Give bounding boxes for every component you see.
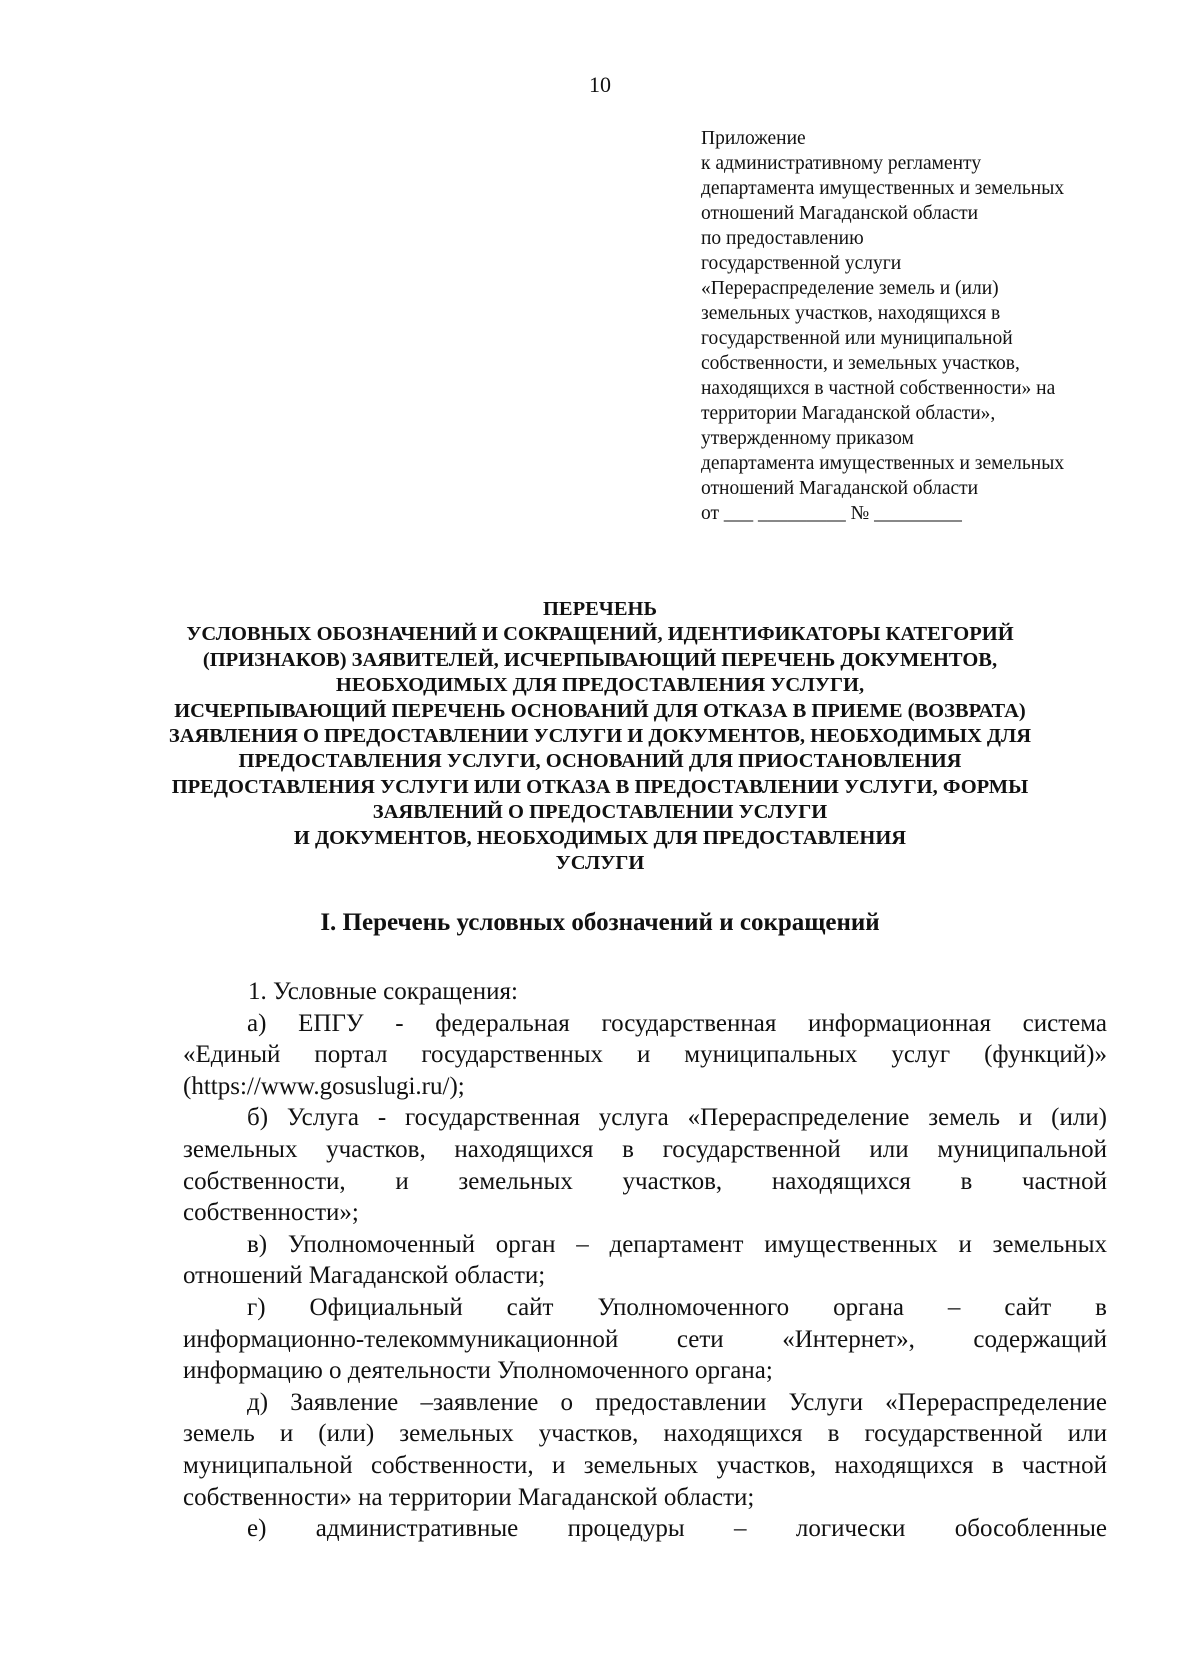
paragraph-v-line: отношений Магаданской области; — [183, 1262, 546, 1290]
paragraph-b-line: земельных участков, находящихся в государственной или муниципальной — [183, 1135, 1107, 1163]
paragraph-a-line: (https://www.gosuslugi.ru/); — [183, 1072, 465, 1100]
heading-line: ПРЕДОСТАВЛЕНИЯ УСЛУГИ ИЛИ ОТКАЗА В ПРЕДОСТАВЛЕНИИ УСЛУГИ, ФОРМЫ — [171, 775, 1029, 798]
body-text — [183, 976, 1107, 1545]
appendix-line: государственной или муниципальной — [701, 328, 1013, 349]
heading-line: ПЕРЕЧЕНЬ — [542, 598, 658, 620]
appendix-line: департамента имущественных и земельных — [701, 178, 1065, 199]
paragraph-a-line: а) ЕПГУ - федеральная государственная информационная система — [247, 1009, 1107, 1037]
paragraph-e-line: е) административные процедуры – логически обособленные — [247, 1515, 1107, 1543]
appendix-line: государственной услуги — [701, 253, 902, 274]
paragraph-b-line: б) Услуга - государственная услуга «Перераспределение земель и (или) — [247, 1104, 1107, 1132]
heading-line: УСЛУГИ — [555, 852, 645, 875]
appendix-line: Приложение — [701, 128, 806, 149]
appendix-line: находящихся в частной собственности» на — [701, 378, 1056, 399]
document-heading — [150, 597, 1050, 876]
paragraph-d-line: муниципальной собственности, и земельных участков, находящихся в частной — [183, 1451, 1107, 1479]
heading-line: ЗАЯВЛЕНИЯ О ПРЕДОСТАВЛЕНИИ УСЛУГИ И ДОКУМЕНТОВ, НЕОБХОДИМЫХ ДЛЯ — [168, 725, 1032, 748]
item-1-heading: 1. Условные сокращения: — [248, 978, 518, 1005]
paragraph-d-line: д) Заявление –заявление о предоставлении Услуги «Перераспределение — [247, 1388, 1107, 1416]
paragraph-d-line: земель и (или) земельных участков, находящихся в государственной или — [183, 1420, 1107, 1448]
appendix-line: отношений Магаданской области — [701, 203, 979, 224]
section-title: I. Перечень условных обозначений и сокращений — [320, 909, 880, 936]
heading-line: И ДОКУМЕНТОВ, НЕОБХОДИМЫХ ДЛЯ ПРЕДОСТАВЛЕНИЯ — [293, 826, 907, 849]
paragraph-v-line: в) Уполномоченный орган – департамент имущественных и земельных — [247, 1230, 1107, 1258]
paragraph-a-line: «Единый портал государственных и муниципальных услуг (функций)» — [183, 1041, 1107, 1069]
page-number: 10 — [589, 72, 611, 97]
heading-line: (ПРИЗНАКОВ) ЗАЯВИТЕЛЕЙ, ИСЧЕРПЫВАЮЩИЙ ПЕРЕЧЕНЬ ДОКУМЕНТОВ, — [202, 648, 998, 671]
paragraph-g-line: г) Официальный сайт Уполномоченного органа – сайт в — [247, 1293, 1107, 1321]
appendix-note — [701, 126, 1141, 526]
paragraph-g-line: информационно-телекоммуникационной сети «Интернет», содержащий — [183, 1325, 1107, 1353]
paragraph-g-line: информацию о деятельности Уполномоченного органа; — [183, 1357, 773, 1385]
appendix-line: утвержденному приказом — [701, 428, 914, 449]
paragraph-b-line: собственности»; — [183, 1199, 359, 1227]
heading-line: НЕОБХОДИМЫХ ДЛЯ ПРЕДОСТАВЛЕНИЯ УСЛУГИ, — [335, 674, 865, 697]
appendix-line: отношений Магаданской области — [701, 478, 979, 499]
appendix-line: департамента имущественных и земельных — [701, 453, 1065, 474]
appendix-line: территории Магаданской области», — [701, 403, 996, 424]
heading-line: ИСЧЕРПЫВАЮЩИЙ ПЕРЕЧЕНЬ ОСНОВАНИЙ ДЛЯ ОТКАЗА В ПРИЕМЕ (ВОЗВРАТА) — [174, 699, 1026, 722]
appendix-line: земельных участков, находящихся в — [701, 303, 1001, 324]
paragraph-b-line: собственности, и земельных участков, находящихся в частной — [183, 1167, 1107, 1195]
appendix-line: собственности, и земельных участков, — [701, 353, 1020, 374]
heading-line: ПРЕДОСТАВЛЕНИЯ УСЛУГИ, ОСНОВАНИЙ ДЛЯ ПРИОСТАНОВЛЕНИЯ — [238, 750, 962, 773]
paragraph-d-line: собственности» на территории Магаданской области; — [183, 1483, 755, 1511]
appendix-line: к административному регламенту — [701, 153, 982, 174]
appendix-line: «Перераспределение земель и (или) — [701, 278, 999, 299]
appendix-date-number-line: от ___ _________ № _________ — [701, 503, 962, 524]
heading-line: ЗАЯВЛЕНИЙ О ПРЕДОСТАВЛЕНИИ УСЛУГИ — [372, 801, 828, 824]
heading-line: УСЛОВНЫХ ОБОЗНАЧЕНИЙ И СОКРАЩЕНИЙ, ИДЕНТИФИКАТОРЫ КАТЕГОРИЙ — [186, 623, 1014, 646]
appendix-line: по предоставлению — [701, 228, 864, 249]
